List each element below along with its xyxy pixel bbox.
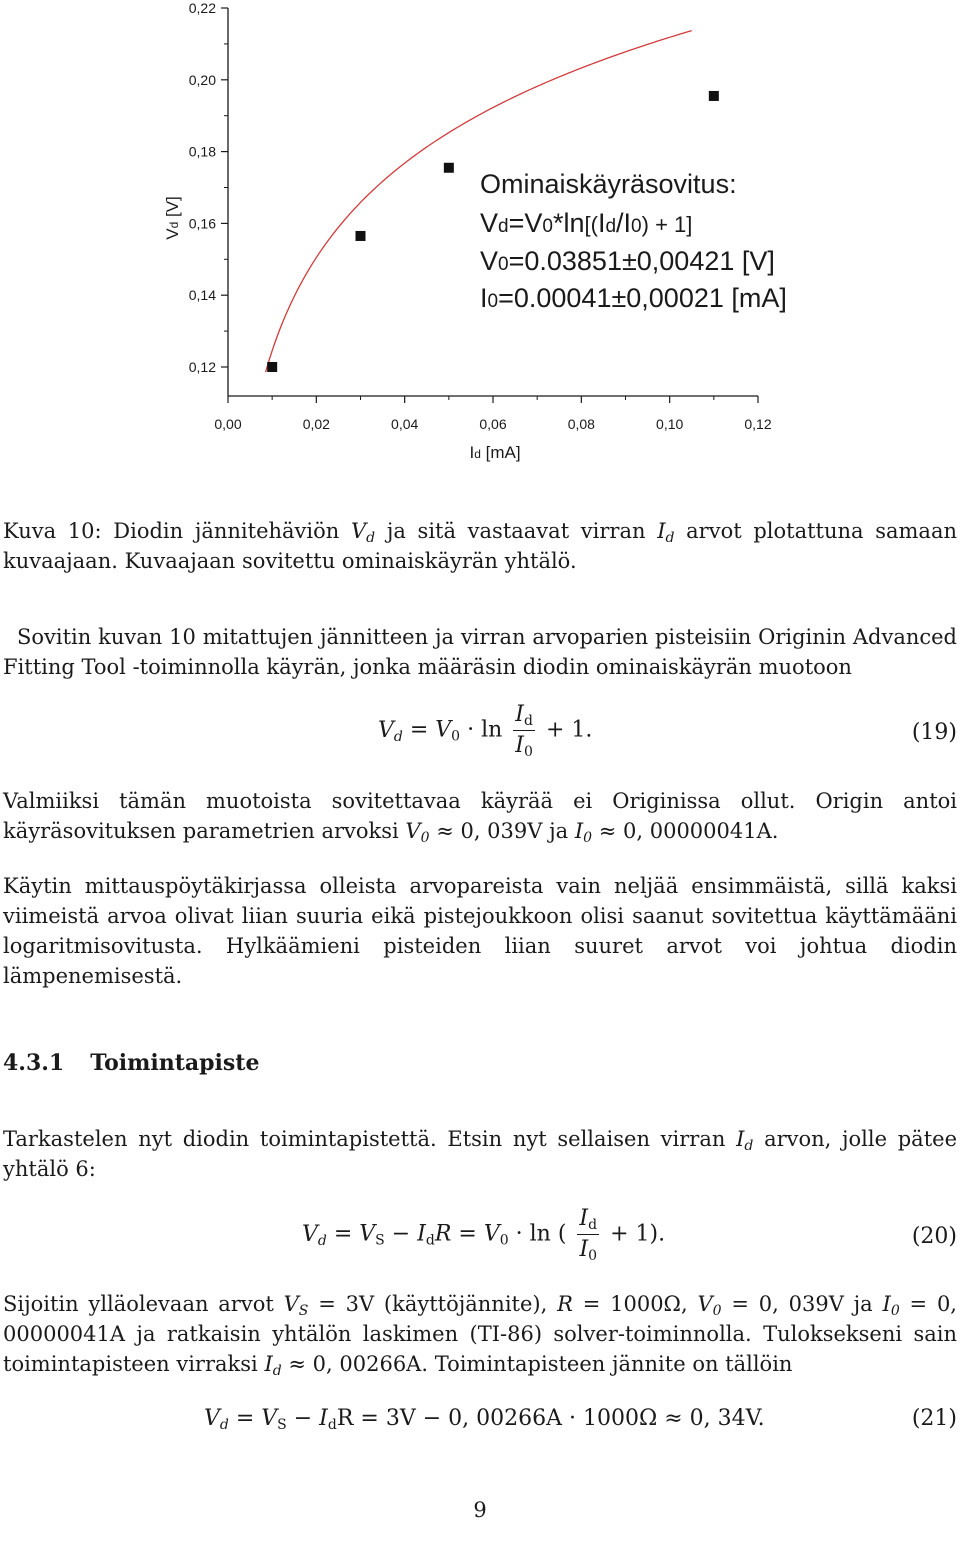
x-tick-label: 0,04 xyxy=(391,416,419,432)
axis-label-unit: [mA] xyxy=(480,443,521,462)
data-point xyxy=(709,91,719,101)
paragraph-substitution-vs: V xyxy=(283,1292,299,1316)
eq20-part-4-sub: 0 xyxy=(499,1232,509,1249)
eq20-denominator: I xyxy=(579,1237,589,1262)
axis-label-unit: [V] xyxy=(163,196,182,222)
y-tick-label: 0,14 xyxy=(188,287,216,304)
axis-label-main: V xyxy=(163,228,182,240)
paragraph-fitting-text: Sovitin kuvan 10 mitattujen jännitteen ja virran arvoparien pisteisiin Originin Advanced Fitting Tool -toiminnolla käyrän, jonka määräsin diodin ominaiskäyrän muotoon xyxy=(3,625,957,679)
annotation-line-4-part: 0 xyxy=(487,291,499,312)
eq20-part-2-sub: S xyxy=(375,1232,385,1249)
eq21-part-1-sub: d xyxy=(219,1417,229,1433)
annotation-line-3-part: =0.03851±0,00421 [V] xyxy=(508,246,775,276)
caption-text-3: arvot plotattuna samaan kuvaajaan. Kuvaajaan sovitettu ominaiskäyrän yhtälö. xyxy=(3,519,957,573)
eq19-numerator: I xyxy=(515,702,524,727)
axis-label-sub: d xyxy=(474,447,481,461)
paragraph-substitution-text-d: = 0, 039V ja xyxy=(731,1292,873,1316)
annotation-line-3-part: V xyxy=(480,246,499,276)
caption-symbol-i-sub: d xyxy=(665,530,675,546)
annotation-line-4-part: I xyxy=(480,283,488,313)
eq20-denominator-sub: 0 xyxy=(588,1248,598,1264)
eq19-tail: + 1. xyxy=(545,717,593,743)
caption-symbol-v: V xyxy=(351,519,367,543)
paragraph-substitution-id-sub: d xyxy=(272,1363,282,1379)
equation-19 xyxy=(0,700,960,772)
paragraph-origin-text-c: ≈ 0, 00000041A. xyxy=(598,819,779,843)
axis-label-sub: d xyxy=(167,221,181,229)
paragraph-substitution-v0: V xyxy=(697,1292,713,1316)
eq21-number: (21) xyxy=(911,1406,957,1431)
paragraph-substitution-vs-sub: S xyxy=(298,1303,309,1319)
annotation-line-4 xyxy=(480,283,787,313)
eq20-part-5: · ln ( xyxy=(508,1221,567,1247)
eq20-numerator: I xyxy=(579,1206,589,1231)
annotation-line-2-part: V xyxy=(480,208,499,238)
annotation-line-2-part: ] xyxy=(686,212,693,237)
y-tick-label: 0,22 xyxy=(188,0,216,16)
paragraph-substitution-v0-sub: 0 xyxy=(712,1303,722,1319)
eq19-mid: = V xyxy=(402,717,452,743)
fit-annotation xyxy=(480,169,787,313)
x-tick-label: 0,08 xyxy=(567,416,595,432)
annotation-line-2-part: d xyxy=(605,216,617,237)
caption-symbol-i: I xyxy=(657,519,666,543)
paragraph-operating-point-i: I xyxy=(736,1127,745,1151)
data-point xyxy=(444,163,454,173)
annotation-line-3 xyxy=(480,246,775,276)
paragraph-origin-v0-sub: 0 xyxy=(420,830,430,846)
annotation-line-1: Ominaiskäyräsovitus: xyxy=(480,169,737,199)
eq20-part-3: − I xyxy=(384,1221,426,1247)
eq19-lhs: V xyxy=(378,717,394,743)
paragraph-fitting xyxy=(3,622,957,682)
paragraph-operating-point-text-b: arvon, jolle pätee yhtälö 6: xyxy=(3,1127,957,1181)
section-heading xyxy=(3,1050,259,1076)
eq19-fraction xyxy=(513,702,535,759)
eq19-numerator-sub: d xyxy=(523,713,533,729)
paragraph-origin-text-a: Valmiiksi tämän muotoista sovitettavaa käyrää ei Originissa ollut. Origin antoi käyräsovituksen parametrien arvoksi xyxy=(3,789,957,843)
eq20-part-1-sub: d xyxy=(317,1232,327,1249)
fit-curve-group xyxy=(266,31,692,373)
eq19-number: (19) xyxy=(911,720,957,745)
x-tick-label: 0,12 xyxy=(744,416,772,432)
y-tick-label: 0,20 xyxy=(188,71,216,88)
y-tick-label: 0,12 xyxy=(188,359,216,375)
fit-chart xyxy=(0,0,960,480)
annotation-line-2-part: I xyxy=(597,208,606,238)
eq21-part-4: R = 3V − 0, 00266A · 1000Ω ≈ 0, 34V. xyxy=(336,1406,765,1431)
paragraph-substitution xyxy=(3,1289,957,1379)
page-number: 9 xyxy=(473,1498,487,1522)
x-tick-label: 0,10 xyxy=(656,416,684,432)
paragraph-substitution-i0: I xyxy=(882,1292,891,1316)
x-tick-label: 0,00 xyxy=(214,416,242,432)
paragraph-substitution-r: R xyxy=(557,1292,573,1316)
paragraph-origin-i0-sub: 0 xyxy=(583,830,593,846)
fit-curve xyxy=(266,31,692,373)
data-point xyxy=(267,362,277,372)
section-number: 4.3.1 xyxy=(3,1050,65,1076)
annotation-line-2-part: 0 xyxy=(542,216,553,237)
eq21-part-2-sub: S xyxy=(277,1417,287,1433)
eq20-part-2: = V xyxy=(326,1221,376,1247)
paragraph-operating-point-i-sub: d xyxy=(744,1138,754,1154)
axis-label-main: I xyxy=(469,443,475,462)
eq20-fraction xyxy=(577,1206,599,1263)
annotation-line-2 xyxy=(480,208,692,238)
annotation-line-2-part: [( xyxy=(584,212,598,237)
paragraph-origin-i0: I xyxy=(574,819,584,843)
equation-20 xyxy=(0,1204,960,1276)
eq19-denominator-sub: 0 xyxy=(524,744,533,760)
annotation-line-2-part: ) + 1 xyxy=(641,212,687,237)
eq19-lhs-sub: d xyxy=(393,728,403,745)
eq21-part-3-sub: d xyxy=(327,1417,337,1433)
eq21-part-3: − I xyxy=(286,1406,328,1431)
eq20-part-4: R = V xyxy=(434,1221,500,1247)
y-tick-label: 0,18 xyxy=(188,143,216,160)
x-tick-label: 0,02 xyxy=(302,416,330,432)
figure-caption xyxy=(3,516,957,576)
caption-text-1: Kuva 10: Diodin jännitehäviön xyxy=(3,519,340,543)
eq20-numerator-sub: d xyxy=(588,1217,598,1233)
eq20-tail: + 1). xyxy=(610,1221,666,1247)
caption-symbol-v-sub: d xyxy=(366,530,376,546)
y-tick-label: 0,16 xyxy=(188,215,216,232)
annotation-line-3-part: 0 xyxy=(498,254,509,275)
annotation-line-2-part: d xyxy=(498,216,509,237)
paragraph-data-selection-text: Käytin mittauspöytäkirjassa olleista arvopareista vain neljää ensimmäistä, sillä kaksi viimeistä arvoa olivat liian suuria eikä pistejoukkoon olisi saanut sovitettua käyttämääni logaritmisovitusta. Hylkäämieni pisteiden liian suuret arvot voi johtua diodin lämpenemisestä. xyxy=(3,874,957,988)
caption-text-2: ja sitä vastaavat virran xyxy=(386,519,646,543)
paragraph-origin xyxy=(3,786,957,846)
eq19-ln: · ln xyxy=(460,717,503,743)
x-tick-label: 0,06 xyxy=(479,416,507,432)
data-point xyxy=(356,231,366,241)
equation-21 xyxy=(0,1404,960,1444)
eq19-denominator: I xyxy=(515,733,524,758)
paragraph-substitution-text-a: Sijoitin ylläolevaan arvot xyxy=(3,1292,274,1316)
paragraph-origin-v0: V xyxy=(405,819,421,843)
eq19-mid-sub: 0 xyxy=(451,728,461,745)
eq20-number: (20) xyxy=(911,1224,957,1249)
paragraph-substitution-text-e: = 0, 00000041A ja ratkaisin yhtälön laskimen (TI-86) solver-toiminnolla. Tuloksekseni sain toimintapisteen virraksi xyxy=(3,1292,957,1376)
annotation-line-2-part: /I xyxy=(616,208,632,238)
paragraph-operating-point-text-a: Tarkastelen nyt diodin toimintapistettä. Etsin nyt sellaisen virran xyxy=(3,1127,726,1151)
y-axis-label xyxy=(163,196,182,240)
eq21-part-2: = V xyxy=(228,1406,278,1431)
paragraph-substitution-text-f: ≈ 0, 00266A. Toimintapisteen jännite on tällöin xyxy=(288,1352,793,1376)
annotation-line-2-part: =V xyxy=(508,208,543,238)
paragraph-substitution-text-b: = 3V (käyttöjännite), xyxy=(318,1292,548,1316)
paragraph-substitution-id: I xyxy=(264,1352,273,1376)
paragraph-operating-point xyxy=(3,1124,957,1184)
annotation-line-4-part: =0.00041±0,00021 [mA] xyxy=(498,283,787,313)
eq20-part-3-sub: d xyxy=(425,1232,435,1249)
annotation-line-2-part: *ln xyxy=(552,208,585,238)
paragraph-substitution-i0-sub: 0 xyxy=(890,1303,900,1319)
paragraph-origin-text-b: ≈ 0, 039V ja xyxy=(436,819,569,843)
eq20-part-1: V xyxy=(302,1221,318,1247)
section-title: Toimintapiste xyxy=(90,1050,260,1076)
eq21-part-1: V xyxy=(204,1406,220,1431)
paragraph-substitution-text-c: = 1000Ω, xyxy=(582,1292,688,1316)
paragraph-data-selection xyxy=(3,871,957,991)
annotation-line-2-part: 0 xyxy=(631,216,642,237)
x-axis-label xyxy=(469,443,520,462)
